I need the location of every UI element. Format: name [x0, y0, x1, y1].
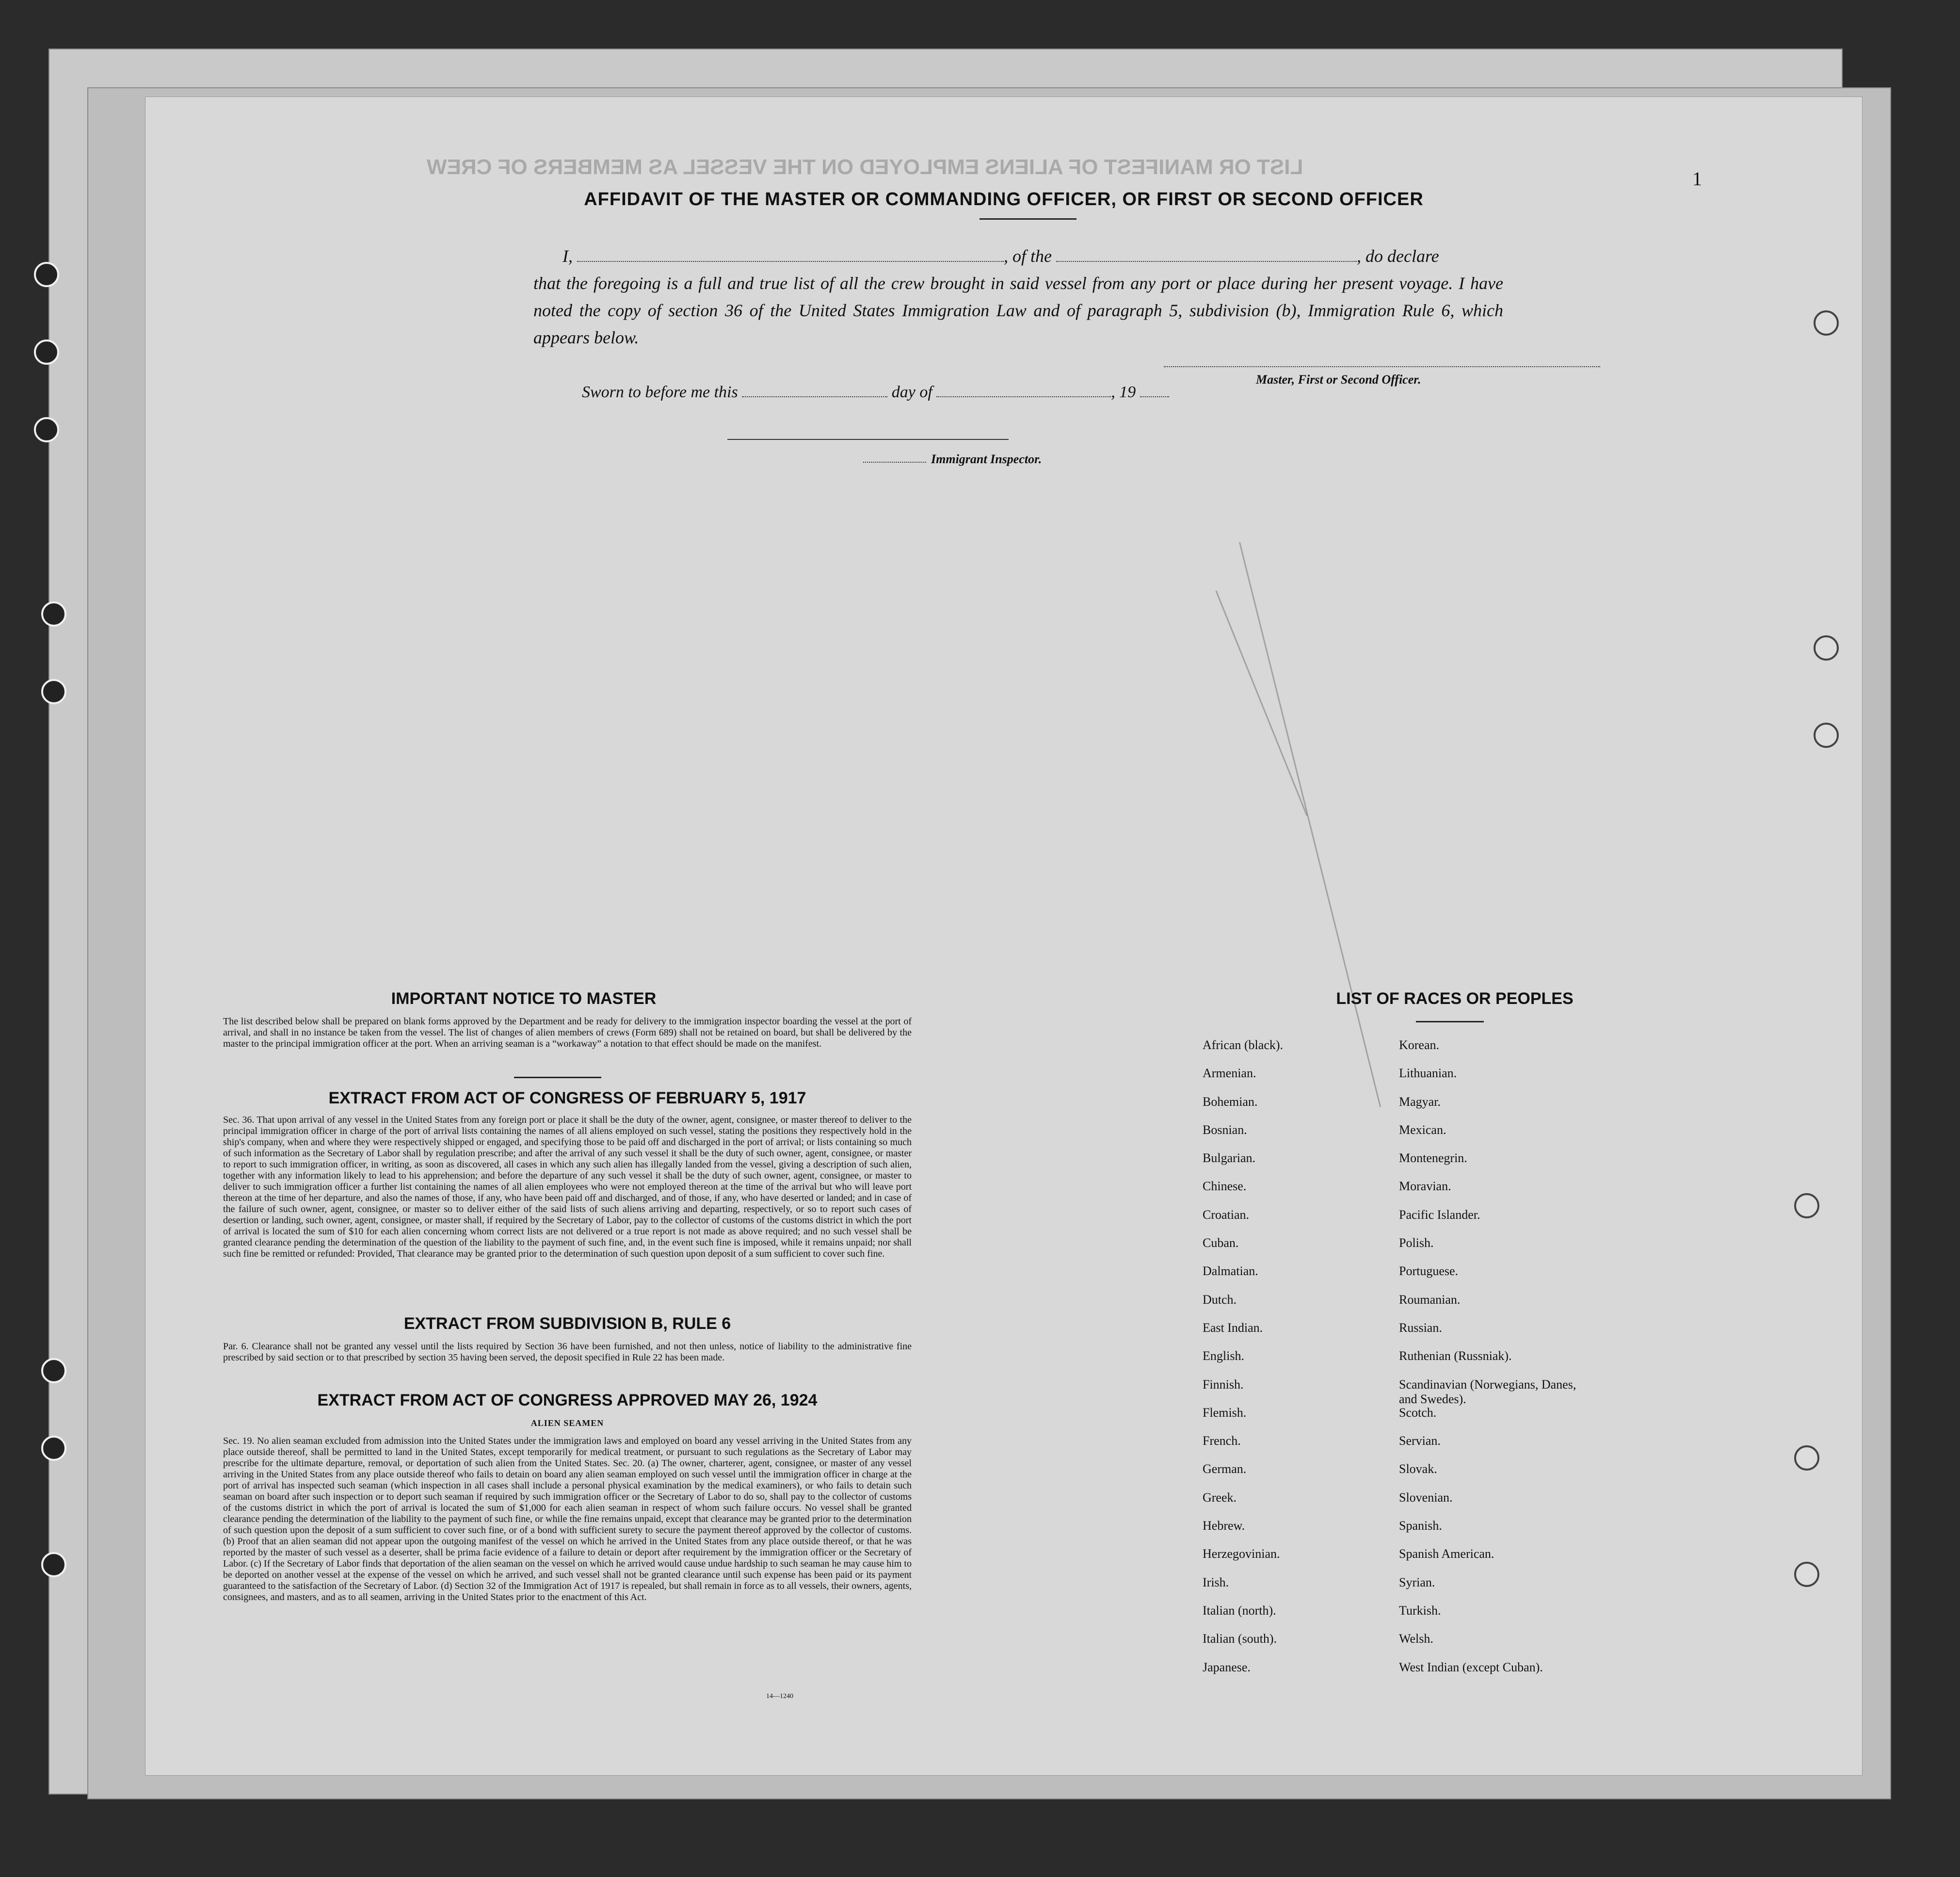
- race-item: Mexican.: [1399, 1122, 1446, 1137]
- race-item: Cuban.: [1203, 1236, 1239, 1250]
- race-item: Roumanian.: [1399, 1292, 1461, 1307]
- sworn-month-field[interactable]: [936, 396, 1111, 397]
- sworn-statement: [582, 383, 1169, 402]
- punch-hole: [41, 1552, 66, 1577]
- race-item: Flemish.: [1203, 1405, 1247, 1420]
- sworn-prefix: Sworn to before me this: [582, 383, 738, 401]
- race-item: Welsh.: [1399, 1632, 1433, 1646]
- section-divider: [514, 1077, 601, 1078]
- punch-hole: [41, 679, 66, 704]
- extract-1924-title: EXTRACT FROM ACT OF CONGRESS APPROVED MAY 26, 1924: [317, 1391, 818, 1409]
- punch-hole: [34, 262, 59, 287]
- officer-name-field[interactable]: [577, 261, 1004, 262]
- race-item: Dalmatian.: [1203, 1264, 1258, 1278]
- affidavit-title: AFFIDAVIT OF THE MASTER OR COMMANDING OFFICER, OR FIRST OR SECOND OFFICER: [584, 189, 1424, 210]
- race-item: French.: [1203, 1434, 1241, 1448]
- form-number: 14—1240: [766, 1693, 793, 1700]
- bleed-through-heading: LIST OR MANIFEST OF ALIENS EMPLOYED ON THE VESSEL AS MEMBERS OF CREW: [427, 155, 1303, 179]
- race-item: Slovak.: [1399, 1462, 1437, 1476]
- manifest-page: [145, 97, 1862, 1775]
- margin-mark: 1: [1692, 168, 1702, 190]
- notice-title: IMPORTANT NOTICE TO MASTER: [391, 989, 657, 1008]
- race-item: Lithuanian.: [1399, 1066, 1457, 1081]
- extract-rule6-title: EXTRACT FROM SUBDIVISION B, RULE 6: [403, 1314, 731, 1333]
- race-item: Armenian.: [1203, 1066, 1256, 1081]
- races-left-column: [1203, 1038, 1377, 1688]
- race-item: Servian.: [1399, 1434, 1441, 1448]
- vessel-name-field[interactable]: [1056, 261, 1357, 262]
- race-item: Greek.: [1203, 1490, 1237, 1505]
- race-item: Russian.: [1399, 1320, 1442, 1335]
- declaration-body: that the foregoing is a full and true list of all the crew brought in said vessel from any port or place during her present voyage. I have noted the copy of section 36 of the United States Immigration Law and of paragraph 5, subdivision (b), Immigration Rule 6, which appears below.: [533, 274, 1503, 347]
- race-item: Croatian.: [1203, 1207, 1250, 1222]
- race-item: Moravian.: [1399, 1179, 1451, 1194]
- master-signature-label: Master, First or Second Officer.: [1256, 372, 1421, 387]
- title-rule: [980, 218, 1076, 220]
- race-item: Montenegrin.: [1399, 1151, 1467, 1165]
- race-item: Italian (north).: [1203, 1603, 1276, 1618]
- inspector-signature-line[interactable]: [727, 439, 1009, 440]
- race-item: Italian (south).: [1203, 1632, 1277, 1646]
- race-item: Turkish.: [1399, 1603, 1441, 1618]
- race-item: German.: [1203, 1462, 1247, 1476]
- punch-hole: [1814, 723, 1839, 748]
- sworn-day-of: day of: [891, 383, 932, 401]
- race-item: Japanese.: [1203, 1660, 1251, 1674]
- declaration-text: [533, 243, 1503, 351]
- pen-stroke: [1215, 591, 1307, 816]
- punch-hole: [41, 1436, 66, 1461]
- race-item: Hebrew.: [1203, 1519, 1245, 1533]
- punch-hole: [1794, 1193, 1819, 1218]
- inspector-label: Immigrant Inspector.: [931, 452, 1042, 466]
- race-item: Syrian.: [1399, 1575, 1435, 1589]
- race-item: Irish.: [1203, 1575, 1229, 1589]
- race-item: Bohemian.: [1203, 1094, 1258, 1109]
- race-item: Herzegovinian.: [1203, 1547, 1280, 1561]
- extract-1917-text: Sec. 36. That upon arrival of any vessel in the United States from any foreign port or place it shall be the duty of the owner, agent, consignee, or master thereof to deliver to the principal immigration officer in charge of the port of arrival lists containing the names of all aliens employed on such vessel, stating the positions they respectively hold in the ship's company, when and where they were respectively shipped or engaged, and specifying those to be paid off and discharged in the port of arrival; or lists containing so much of such information as the Secretary of Labor shall by regulation prescribe; and after the arrival of any such vessel it shall be the duty of such owner, agent, consignee, or master to report to such immigration officer, in writing, as soon as discovered, all cases in which any such alien has illegally landed from the vessel, giving a description of such alien, together with any information likely to lead to his apprehension; and before the departure of any such vessel it shall be the duty of such owner, agent, consignee, or master to deliver to such immigration officer a further list containing the names of all alien employees who were not employed thereon at the time of the arrival but who will leave port thereon at the time of her departure, and also the names of those, if any, who have been paid off and discharged, and of those, if any, who have deserted or landed; and in case of the failure of such owner, agent, consignee, or master so to deliver either of the said lists of such aliens arriving and departing, respectively, or so to report such cases of desertion or landing, such owner, agent, consignee, or master shall, if required by the Secretary of Labor, pay to the collector of customs of the customs district in which the port of arrival is located the sum of $10 for each alien concerning whom correct lists are not delivered or a true report is not made as above required; and no such vessel shall be granted clearance pending the determination of the question of the liability to the payment of such fine, and, in the event such fine is imposed, while it remains unpaid; nor shall such fine be remitted or refunded: Provided, That clearance may be granted prior to the determination of such question upon deposit of a sum sufficient to cover such fine.: [223, 1115, 912, 1259]
- extract-1924-text: Sec. 19. No alien seaman excluded from admission into the United States under the immigration laws and employed on board any vessel arriving in the United States from any place outside thereof, shall be permitted to land in the United States, except temporarily for medical treatment, or pursuant to such regulations as the Secretary of Labor may prescribe for the ultimate departure, removal, or deportation of such alien from the United States. Sec. 20. (a) The owner, charterer, agent, consignee, or master of any vessel arriving in the United States from any place outside thereof who fails to detain on board any alien seaman employed on such vessel until the immigration officer in charge at the port of arrival has inspected such seaman (which inspection in all cases shall include a personal physical examination by the medical examiners), or who fails to detain such seaman on board after such inspection or to deport such seaman if required by such immigration officer or the Secretary of Labor to do so, shall pay to the collector of customs of the customs district in which the port of arrival is located the sum of $1,000 for each alien seaman in respect of whom such failure occurs. No vessel shall be granted clearance pending the determination of the liability to the payment of such fine, or while the fine remains unpaid, except that clearance may be granted prior to the determination of such question upon the deposit of a sum sufficient to cover such fine, or of a bond with sufficient surety to secure the payment thereof approved by the collector of customs. (b) Proof that an alien seaman did not appear upon the outgoing manifest of the vessel on which he arrived in the United States from any place outside thereof, or that he was reported by the master of such vessel as a deserter, shall be prima facie evidence of a failure to detain or deport after requirement by the immigration officer or the Secretary of Labor. (c) If the Secretary of Labor finds that deportation of the alien seaman on the vessel on which he arrived would cause undue hardship to such seaman he may cause him to be deported on another vessel at the expense of the vessel on which he arrived, and such vessel shall not be granted clearance until such expense has been paid or its payment guaranteed to the satisfaction of the Secretary of Labor. (d) Section 32 of the Immigration Act of 1917 is repealed, but shall remain in force as to all vessels, their owners, agents, consignees, and masters, and as to all seamen, arriving in the United States prior to the enactment of this Act.: [223, 1436, 912, 1602]
- race-item: West Indian (except Cuban).: [1399, 1660, 1543, 1674]
- extract-1917-title: EXTRACT FROM ACT OF CONGRESS OF FEBRUARY 5, 1917: [328, 1089, 806, 1107]
- declaration-of-the: , of the: [1004, 246, 1052, 266]
- race-item: Chinese.: [1203, 1179, 1247, 1194]
- master-signature-line[interactable]: [1164, 366, 1600, 367]
- race-item: Magyar.: [1399, 1094, 1441, 1109]
- punch-hole: [34, 340, 59, 365]
- race-item: Scandinavian (Norwegians, Danes, and Swedes).: [1399, 1377, 1576, 1406]
- race-item: Finnish.: [1203, 1377, 1244, 1392]
- punch-hole: [1814, 635, 1839, 661]
- race-item: Spanish American.: [1399, 1547, 1494, 1561]
- punch-hole: [41, 601, 66, 627]
- extract-1924-subtitle: ALIEN SEAMEN: [530, 1418, 604, 1428]
- inspector-dotted-line: [863, 462, 926, 463]
- race-item: Portuguese.: [1399, 1264, 1459, 1278]
- race-item: African (black).: [1203, 1038, 1284, 1052]
- races-right-column: [1399, 1038, 1583, 1688]
- races-title: LIST OF RACES OR PEOPLES: [1336, 989, 1574, 1008]
- extract-rule6-text: Par. 6. Clearance shall not be granted any vessel until the lists required by Section 36 have been furnished, and not then unless, notice of liability to the administrative fine prescribed by said section or to that prescribed by section 35 having been served, the deposit specified in Rule 22 has been made.: [223, 1341, 912, 1363]
- notice-text: The list described below shall be prepared on blank forms approved by the Department and be ready for delivery to the immigration inspector boarding the vessel at the port of arrival, and shall in no instance be taken from the vessel. The list of changes of alien members of crews (Form 689) shall not be retained on board, but shall be delivered by the master to the principal immigration officer at the port. When an arriving seaman is a “workaway” a notation to that effect should be made on the manifest.: [223, 1016, 912, 1049]
- race-item: Dutch.: [1203, 1292, 1237, 1307]
- race-item: East Indian.: [1203, 1320, 1263, 1335]
- race-item: Polish.: [1399, 1236, 1434, 1250]
- race-item: English.: [1203, 1349, 1244, 1363]
- declaration-do-declare: , do declare: [1356, 246, 1439, 266]
- punch-hole: [1794, 1445, 1819, 1471]
- sworn-day-field[interactable]: [742, 396, 887, 397]
- punch-hole: [41, 1358, 66, 1383]
- race-item: Korean.: [1399, 1038, 1440, 1052]
- race-item: Slovenian.: [1399, 1490, 1453, 1505]
- race-item: Bosnian.: [1203, 1122, 1247, 1137]
- punch-hole: [34, 417, 59, 442]
- race-item: Spanish.: [1399, 1519, 1442, 1533]
- sworn-year: , 19: [1111, 383, 1136, 401]
- races-divider: [1416, 1021, 1484, 1022]
- pen-stroke: [1239, 542, 1381, 1107]
- race-item: Pacific Islander.: [1399, 1207, 1480, 1222]
- sworn-year-field[interactable]: [1140, 396, 1169, 397]
- punch-hole: [1794, 1562, 1819, 1587]
- declaration-i: I,: [562, 246, 573, 266]
- race-item: Bulgarian.: [1203, 1151, 1256, 1165]
- race-item: Ruthenian (Russniak).: [1399, 1349, 1512, 1363]
- race-item: Scotch.: [1399, 1405, 1437, 1420]
- punch-hole: [1814, 310, 1839, 336]
